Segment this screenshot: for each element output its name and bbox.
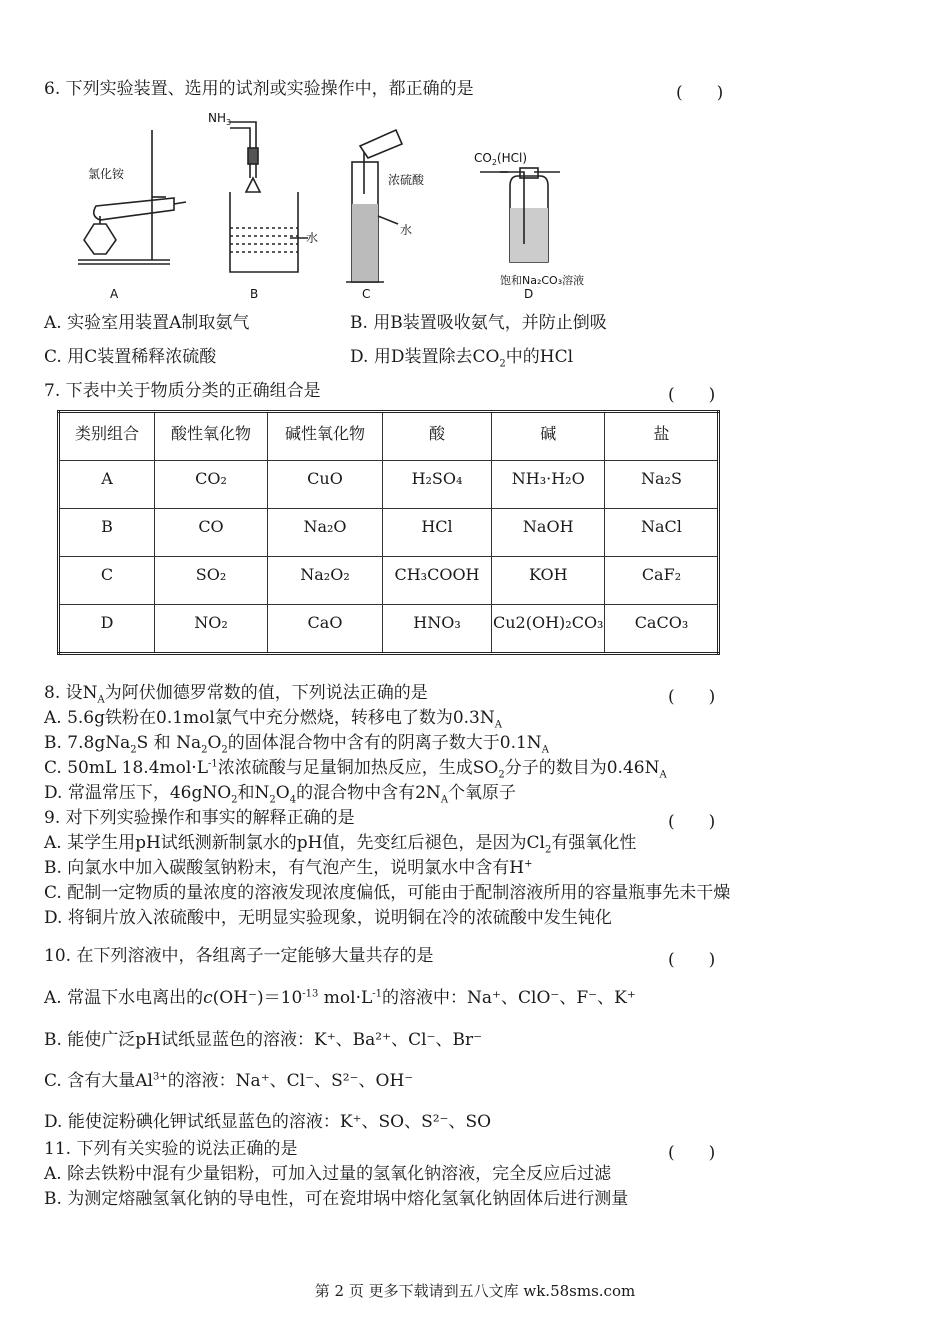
pouring-flask-c — [360, 130, 402, 158]
table-cell: Na₂S — [605, 461, 719, 509]
classification-table — [57, 410, 720, 655]
q8-option-b: B. 7.8gNa$_2$S 和 $Na_2O_2$的固体混合物中含有的阴离子数大于$0.1N_A$ — [44, 733, 549, 756]
table-cell: Na₂O — [268, 509, 383, 557]
label-ammonia-gas: $NH_3$ — [208, 112, 232, 127]
table-header: 酸 — [383, 412, 492, 461]
table-header: 盐 — [605, 412, 719, 461]
table-cell: CaCO₃ — [605, 605, 719, 654]
q10-stem: 10. 在下列溶液中，各组离子一定能够大量共存的是 — [44, 946, 434, 966]
table-cell: NO₂ — [155, 605, 268, 654]
q9-option-d: D. 将铜片放入浓硫酸中，无明显实验现象，说明铜在冷的浓硫酸中发生钝化 — [44, 908, 612, 928]
label-conc-sulfuric-acid: 浓硫酸 — [388, 173, 425, 187]
q9-option-b: B. 向氯水中加入碳酸氢钠粉末，有气泡产生，说明氯水中含有H+ — [44, 858, 533, 878]
table-cell: NaOH — [492, 509, 605, 557]
table-cell: NaCl — [605, 509, 719, 557]
table-row — [59, 605, 719, 654]
table-header-row — [59, 412, 719, 461]
page-footer: 第 2 页 更多下载请到五八文库 wk.58sms.com — [314, 1282, 636, 1300]
q11-answer-bracket: ( ) — [668, 1143, 716, 1163]
test-tube-a — [94, 198, 174, 220]
label-co2-hcl: $CO_2(HCl)$ — [474, 151, 528, 167]
q11-option-a: A. 除去铁粉中混有少量铝粉，可加入过量的氢氧化钠溶液，完全反应后过滤 — [44, 1164, 612, 1184]
table-cell: NH₃·H₂O — [492, 461, 605, 509]
q6-apparatus-figure — [70, 112, 610, 302]
q10-option-b: B. 能使广泛pH试纸显蓝色的溶液：K⁺、Ba²⁺、Cl⁻、Br⁻ — [44, 1030, 483, 1050]
table-row — [59, 509, 719, 557]
table-cell: HCl — [383, 509, 492, 557]
table-header: 碱 — [492, 412, 605, 461]
q6-option-b: B. 用B装置吸收氨气，并防止倒吸 — [350, 313, 607, 333]
apparatus-label-b: B — [250, 287, 259, 301]
table-cell: CO₂ — [155, 461, 268, 509]
q9-option-a: A. 某学生用pH试纸测新制氯水的pH值，先变红后褪色，是因为$Cl_2$有强氧化性 — [44, 833, 637, 856]
table-header: 碱性氧化物 — [268, 412, 383, 461]
apparatus-label-d: D — [524, 287, 534, 301]
q9-option-c: C. 配制一定物质的量浓度的溶液发现浓度偏低，可能由于配制溶液所用的容量瓶事先未干燥 — [44, 883, 731, 903]
table-row — [59, 557, 719, 605]
q10-option-a: A. 常温下水电离出的$c(OH^-)=10^{-13}$ $mol\cdot L^{-1}$的溶液中：Na⁺、ClO⁻、F⁻、K⁺ — [44, 988, 636, 1008]
table-cell: A — [59, 461, 155, 509]
table-cell: CO — [155, 509, 268, 557]
table-cell: SO₂ — [155, 557, 268, 605]
q8-answer-bracket: ( ) — [668, 687, 716, 707]
table-cell: D — [59, 605, 155, 654]
table-cell: KOH — [492, 557, 605, 605]
table-cell: CaF₂ — [605, 557, 719, 605]
apparatus-label-a: A — [110, 287, 119, 301]
label-water-c: 水 — [400, 223, 413, 237]
table-cell: Cu2(OH)₂CO₃ — [492, 605, 605, 654]
q9-stem: 9. 对下列实验操作和事实的解释正确的是 — [44, 808, 355, 828]
table-row — [59, 461, 719, 509]
q11-option-b: B. 为测定熔融氢氧化钠的导电性，可在瓷坩埚中熔化氢氧化钠固体后进行测量 — [44, 1189, 629, 1209]
q8-stem: 8. 设$N_A$为阿伏伽德罗常数的值，下列说法正确的是 — [44, 683, 428, 706]
q6-option-c: C. 用C装置稀释浓硫酸 — [44, 347, 217, 367]
q6-stem: 6. 下列实验装置、选用的试剂或实验操作中，都正确的是 — [44, 79, 474, 99]
beaker-b — [230, 192, 298, 272]
table-header: 类别组合 — [59, 412, 155, 461]
apparatus-label-c: C — [362, 287, 371, 301]
funnel-b — [246, 178, 260, 192]
burner-a — [84, 224, 116, 254]
table-cell: CuO — [268, 461, 383, 509]
q8-option-c: C. 50mL $18.4mol\cdot L^{-1}$浓浓硫酸与足量铜加热反应，生成$SO_2$分子的数目为$0.46N_A$ — [44, 758, 667, 781]
table-header: 酸性氧化物 — [155, 412, 268, 461]
q6-answer-bracket: ( ) — [676, 83, 724, 103]
label-ammonium-chloride: 氯化铵 — [88, 167, 125, 181]
table-cell: HNO₃ — [383, 605, 492, 654]
q8-option-a: A. 5.6g铁粉在0.1mol氯气中充分燃烧，转移电了数为$0.3N_A$ — [44, 708, 502, 731]
q7-stem: 7. 下表中关于物质分类的正确组合是 — [44, 381, 321, 401]
table-cell: Na₂O₂ — [268, 557, 383, 605]
table-cell: H₂SO₄ — [383, 461, 492, 509]
q8-option-d: D. 常温常压下，46gNO$_2$和$N_2O_4$的混合物中含有$2N_A$个氧原子 — [44, 783, 517, 806]
label-water-b: 水 — [306, 231, 319, 245]
q7-answer-bracket: ( ) — [668, 385, 716, 405]
table-cell: B — [59, 509, 155, 557]
q11-stem: 11. 下列有关实验的说法正确的是 — [44, 1139, 298, 1159]
q10-option-d: D. 能使淀粉碘化钾试纸显蓝色的溶液：K⁺、SO、S²⁻、SO — [44, 1112, 492, 1132]
q6-option-a: A. 实验室用装置A制取氨气 — [44, 313, 250, 333]
table-cell: CH₃COOH — [383, 557, 492, 605]
table-cell: C — [59, 557, 155, 605]
q10-answer-bracket: ( ) — [668, 950, 716, 970]
table-cell: CaO — [268, 605, 383, 654]
label-sat-na2co3: 饱和Na₂CO₃溶液 — [500, 274, 585, 287]
q6-option-d: D. 用D装置除去$CO_2$中的HCl — [350, 347, 574, 370]
q10-option-c: C. 含有大量$Al^{3+}$的溶液：Na⁺、Cl⁻、S²⁻、OH⁻ — [44, 1071, 414, 1091]
q9-answer-bracket: ( ) — [668, 812, 716, 832]
